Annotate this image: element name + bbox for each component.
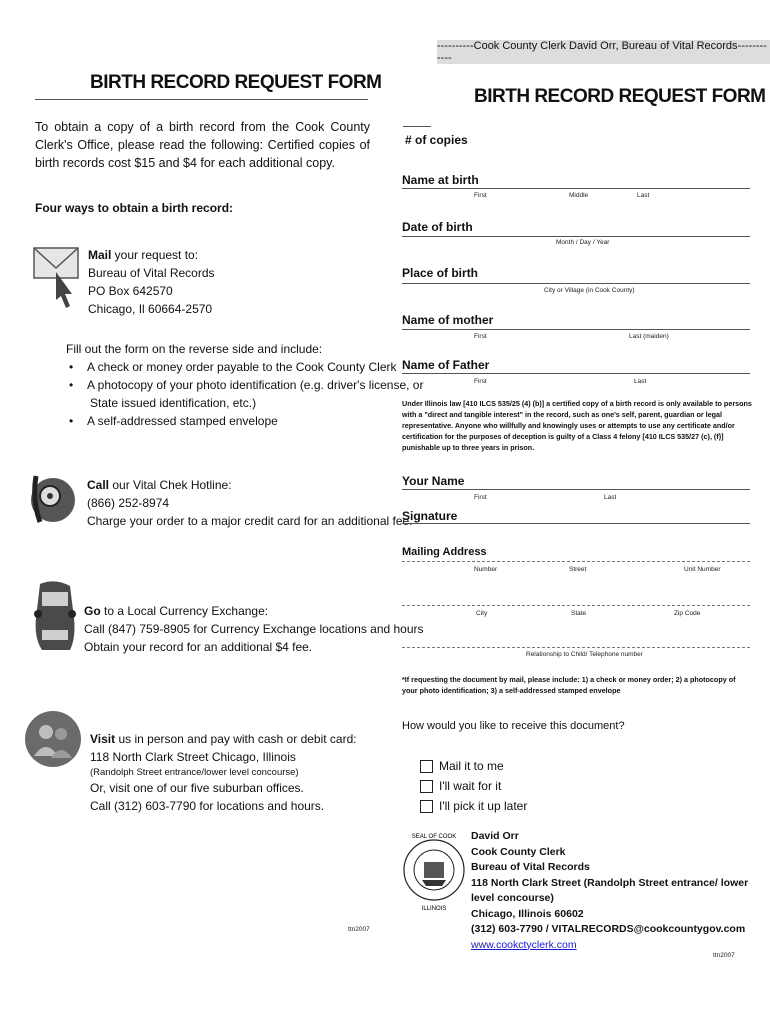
signature-label: Signature (402, 509, 458, 523)
mail-line4: Chicago, Il 60664-2570 (88, 302, 213, 316)
mail-line2: Bureau of Vital Records (88, 266, 215, 280)
checkbox[interactable] (420, 760, 433, 773)
contact-line: Bureau of Vital Records (471, 861, 590, 873)
copies-label: # of copies (405, 133, 468, 147)
go-block (84, 602, 424, 656)
pob-field[interactable] (402, 283, 750, 284)
your-name-field[interactable] (402, 489, 750, 490)
go-line1: to a Local Currency Exchange: (100, 604, 269, 618)
agency-banner: ----------Cook County Clerk David Orr, Bureau of Vital Records------------ (437, 40, 770, 64)
visit-line2: 118 North Clark Street Chicago, Illinois (90, 750, 296, 764)
county-seal (402, 826, 466, 914)
checkbox[interactable] (420, 780, 433, 793)
signature-field[interactable] (402, 523, 750, 524)
father-last-hint: Last (634, 378, 647, 385)
option-label: I'll pick it up later (439, 799, 528, 813)
unit-hint: Unit Number (684, 566, 721, 573)
left-code: ttn2007 (348, 926, 370, 933)
mother-last-hint: Last (maiden) (629, 333, 669, 340)
clerk-website-link[interactable]: www.cookctyclerk.com (471, 938, 577, 951)
go-line2: Call (847) 759-8905 for Currency Exchange locations and hours (84, 622, 424, 636)
law-notice: Under Illinois law [410 ILCS 535/25 (4) (b)] a certified copy of a birth record is only available to persons with a "direct and tangible interest" in the record, such as one's self, parent, guardian or legal representative. Anyone who willfully and knowingly uses or attempts to use any certificate and/or certification for the purposes of deception is guilty of a Class 4 felony [410 ILCS 535/27 (c), (f)] punishable up to three years in prison. (402, 399, 752, 452)
include-list (87, 358, 423, 430)
relationship-hint: Relationship to Child/ Telephone number (526, 651, 643, 658)
father-field[interactable] (402, 373, 750, 374)
contact-line: 118 North Clark Street (Randolph Street entrance/ lower level concourse) (471, 876, 749, 904)
mother-label: Name of mother (402, 313, 494, 327)
ways-heading: Four ways to obtain a birth record: (35, 201, 234, 215)
contact-block (471, 829, 770, 953)
option-label: Mail it to me (439, 759, 504, 773)
mailing-label: Mailing Address (402, 546, 487, 558)
people-icon (24, 710, 82, 768)
father-first-hint: First (474, 378, 487, 385)
mother-field[interactable] (402, 329, 750, 330)
your-last-hint: Last (604, 494, 617, 501)
mail-block (88, 246, 215, 318)
checkbox[interactable] (420, 800, 433, 813)
svg-text:SEAL OF COOK: SEAL OF COOK (411, 834, 457, 840)
name-at-birth-field[interactable] (402, 188, 750, 189)
call-block (87, 476, 413, 530)
option-mail[interactable] (420, 756, 527, 776)
mother-first-hint: First (474, 333, 487, 340)
telephone-icon (30, 466, 76, 534)
visit-line5: Call (312) 603-7790 for locations and hours. (90, 799, 325, 813)
call-line2: (866) 252-8974 (87, 496, 170, 510)
svg-text:ILLINOIS: ILLINOIS (421, 906, 447, 912)
receive-options (420, 756, 527, 816)
call-line3: Charge your order to a major credit card for an additional fee. (87, 514, 413, 528)
visit-line1: us in person and pay with cash or debit card: (115, 732, 357, 746)
pob-hint: City or Village (in Cook County) (544, 287, 635, 294)
city-hint: City (476, 610, 488, 617)
contact-line: Chicago, Illinois 60602 (471, 907, 584, 920)
form-title: BIRTH RECORD REQUEST FORM (474, 86, 766, 107)
option-pickup[interactable] (420, 796, 527, 816)
state-hint: State (571, 610, 587, 617)
footer-code: ttn2007 (713, 952, 735, 959)
copies-input-line[interactable] (403, 126, 431, 127)
visit-line4: Or, visit one of our five suburban offices. (90, 781, 304, 795)
mailing-line2-field[interactable] (402, 605, 750, 606)
dob-hint: Month / Day / Year (556, 239, 610, 246)
mail-line3: PO Box 642570 (88, 284, 173, 298)
first-hint: First (474, 192, 487, 199)
dob-label: Date of birth (402, 220, 473, 234)
your-first-hint: First (474, 494, 487, 501)
name-at-birth-label: Name at birth (402, 173, 479, 187)
mail-line1: your request to: (111, 248, 199, 262)
receive-question: How would you like to receive this document? (402, 720, 625, 732)
go-line3: Obtain your record for an additional $4 fee. (84, 640, 313, 654)
left-title: BIRTH RECORD REQUEST FORM (90, 72, 382, 93)
mail-lead: Mail (88, 248, 112, 262)
relationship-field[interactable] (402, 647, 750, 648)
zip-hint: Zip Code (674, 610, 701, 617)
call-line1: our Vital Chek Hotline: (109, 478, 232, 492)
visit-block (90, 730, 357, 815)
contact-line: Cook County Clerk (471, 845, 566, 858)
mail-note: *If requesting the document by mail, please include: 1) a check or money order; 2) a photocopy of your photo identification; 3) a self-addressed stamped envelope (402, 675, 736, 695)
contact-line: David Orr (471, 830, 519, 842)
your-name-label: Your Name (402, 474, 465, 488)
left-title-rule (35, 99, 368, 100)
pob-label: Place of birth (402, 266, 479, 280)
fill-out-text: Fill out the form on the reverse side and include: (66, 342, 323, 356)
contact-line: (312) 603-7790 / VITALRECORDS@cookcountygov.com (471, 923, 746, 935)
middle-hint: Middle (569, 192, 589, 199)
envelope-icon (32, 240, 80, 310)
dob-field[interactable] (402, 236, 750, 237)
list-item: • A self-addressed stamped envelope (87, 412, 423, 430)
father-label: Name of Father (402, 358, 490, 372)
mailing-line1-field[interactable] (402, 561, 750, 562)
list-item: • A photocopy of your photo identification (e.g. driver's license, or (87, 376, 423, 394)
number-hint: Number (474, 566, 498, 573)
call-lead: Call (87, 478, 110, 492)
option-wait[interactable] (420, 776, 527, 796)
list-item: • A check or money order payable to the Cook County Clerk (87, 358, 423, 376)
go-lead: Go (84, 604, 101, 618)
list-item-continued: State issued identification, etc.) (90, 396, 257, 410)
intro-text: To obtain a copy of a birth record from the Cook County Clerk's Office, please read the following: Certified copies of birth records cost $15 and $4 for each additional copy. (35, 120, 370, 170)
street-hint: Street (569, 566, 587, 573)
visit-line3: (Randolph Street entrance/lower level concourse) (90, 767, 299, 778)
car-icon (30, 578, 80, 658)
last-hint: Last (637, 192, 650, 199)
option-label: I'll wait for it (439, 779, 502, 793)
visit-lead: Visit (90, 732, 116, 746)
